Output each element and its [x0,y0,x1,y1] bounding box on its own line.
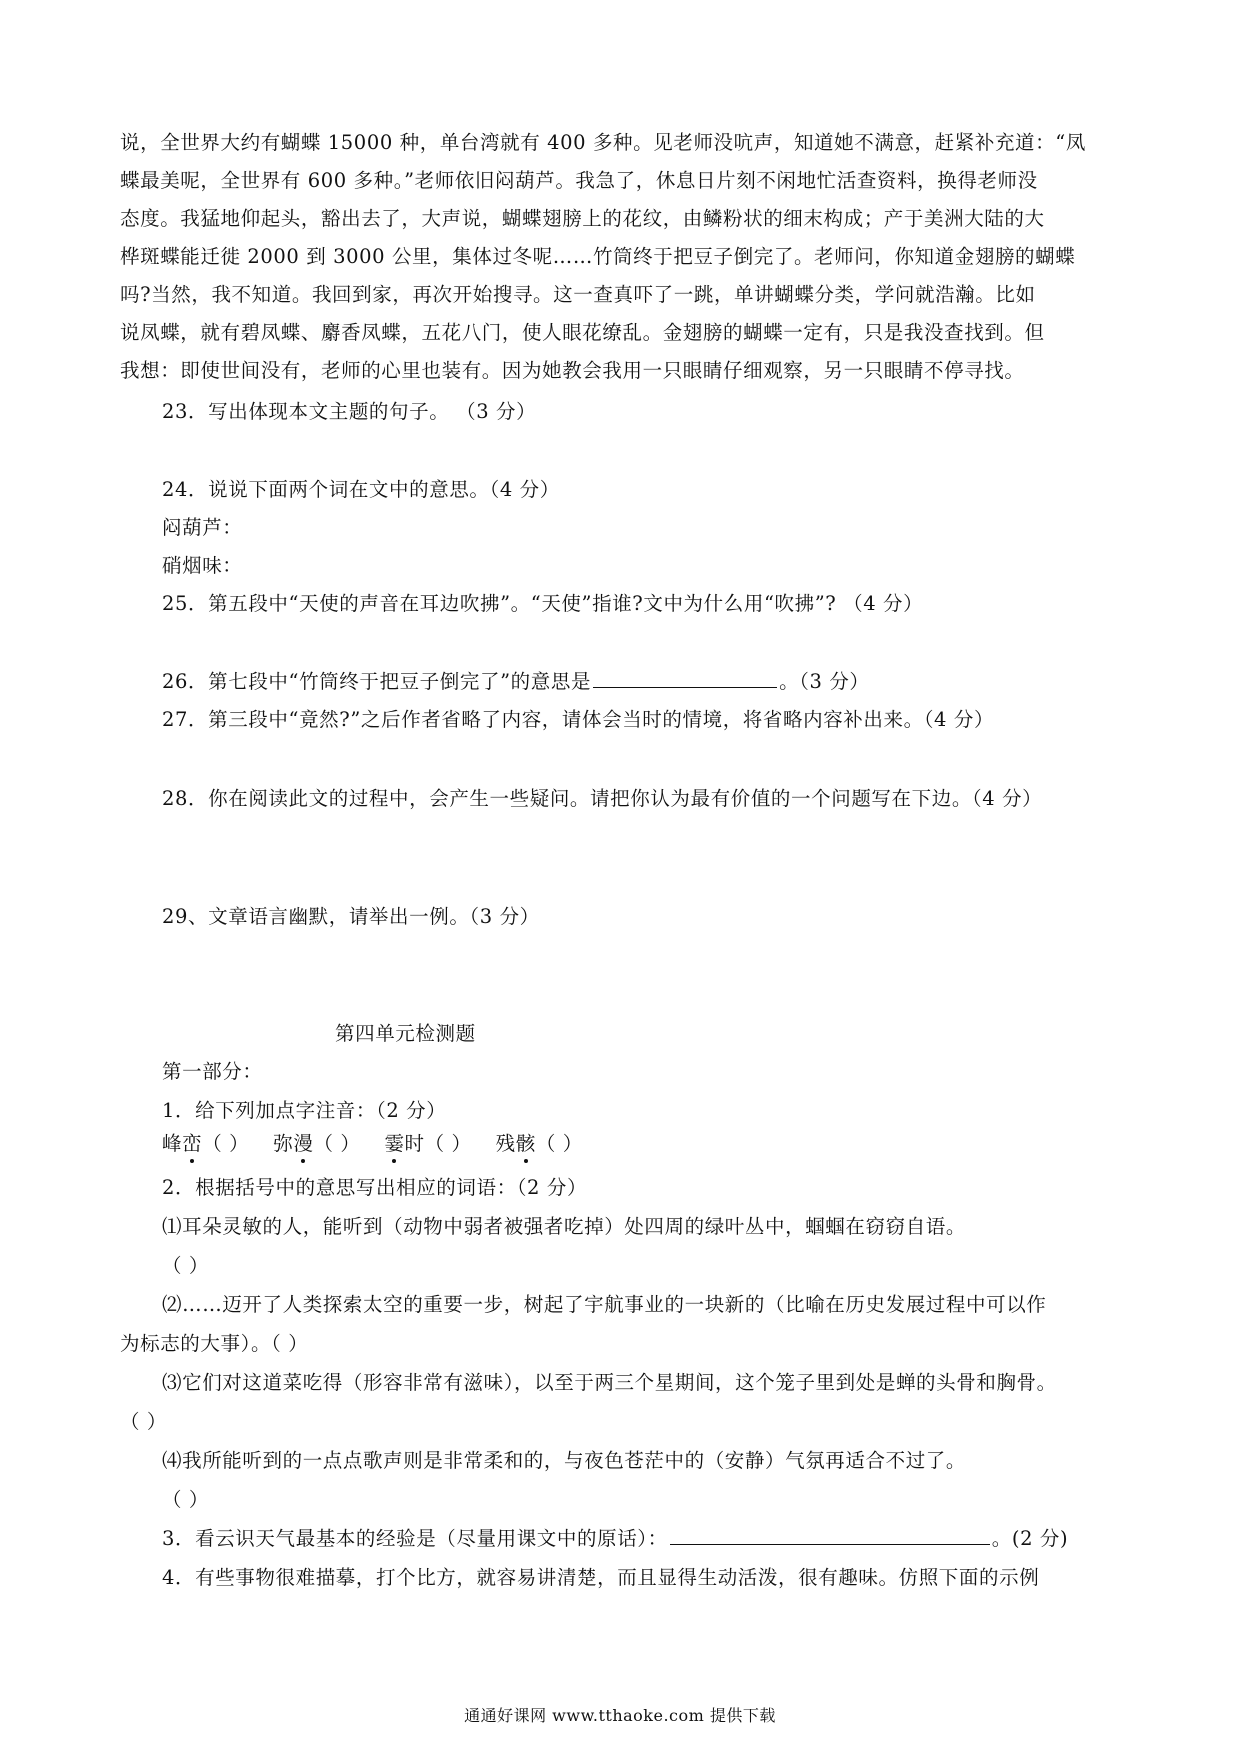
question-26 [162,669,870,695]
question-25: 25．第五段中“天使的声音在耳边吹拂”。“天使”指谁?文中为什么用“吹拂”? （4 分） [162,592,924,615]
pinyin-item-3 [384,1132,471,1155]
question-29: 29、文章语言幽默，请举出一例。（3 分） [162,905,540,928]
answer-paren[interactable]: （ ） [202,1132,250,1155]
question-27: 27．第三段中“竟然?”之后作者省略了内容，请体会当时的情境，将省略内容补出来。（4 分） [162,708,995,731]
unit-question-2-4: ⑷我所能听到的一点点歌声则是非常柔和的，与夜色苍茫中的（安静）气氛再适合不过了。 [162,1449,967,1472]
passage-line-5: 吗?当然，我不知道。我回到家，再次开始搜寻。这一查真吓了一跳，单讲蝴蝶分类，学问就浩瀚。比如 [120,283,1036,306]
item-text: 弥 [273,1132,294,1155]
unit-question-2-2-cont: 为标志的大事）。（ ） [120,1332,309,1355]
item-text: 峰 [162,1132,183,1155]
unit-question-4: 4．有些事物很难描摹，打个比方，就容易讲清楚，而且显得生动活泼，很有趣味。仿照下面的示例 [162,1566,1040,1589]
question-23: 23．写出体现本文主题的句子。 （3 分） [162,400,537,423]
question-24-word-1: 闷葫芦： [162,516,243,539]
answer-blank[interactable] [670,1526,990,1545]
passage-line-2: 蝶最美呢，全世界有 600 多种。”老师依旧闷葫芦。我急了，休息日片刻不闲地忙活查资料，换得老师没 [120,169,1038,192]
unit-question-3-text: 3．看云识天气最基本的经验是（尽量用课文中的原话）： [162,1527,668,1550]
page-footer: 通通好课网 www.tthaoke.com 提供下载 [464,1706,776,1725]
unit-question-2-3: ⑶它们对这道菜吃得（形容非常有滋味），以至于两三个星期间，这个笼子里到处是蝉的头骨和胸骨。 [162,1371,1057,1394]
passage-line-4: 桦斑蝶能迁徙 2000 到 3000 公里，集体过冬呢……竹筒终于把豆子倒完了。老师问，你知道金翅膀的蝴蝶 [120,245,1076,268]
pinyin-item-2 [273,1132,360,1155]
unit-question-3-score: 。(2 分) [991,1527,1069,1550]
dotted-char: 霎 [384,1132,405,1155]
pinyin-items [162,1131,583,1157]
passage-line-1: 说，全世界大约有蝴蝶 15000 种，单台湾就有 400 多种。见老师没吭声，知道她不满意，赶紧补充道：“凤 [120,131,1086,154]
dotted-char: 骸 [515,1132,536,1155]
unit-question-2: 2．根据括号中的意思写出相应的词语：（2 分） [162,1176,588,1199]
unit-question-2-1: ⑴耳朵灵敏的人，能听到（动物中弱者被强者吃掉）处四周的绿叶丛中，蝈蝈在窃窃自语。 [162,1215,967,1238]
unit-question-2-3-blank[interactable]: （ ） [120,1410,167,1433]
question-26-text: 26．第七段中“竹筒终于把豆子倒完了”的意思是 [162,670,592,693]
question-24-word-2: 硝烟味： [162,554,243,577]
unit-question-2-4-blank[interactable]: （ ） [162,1488,209,1511]
answer-paren[interactable]: （ ） [313,1132,361,1155]
pinyin-item-4 [496,1132,583,1155]
item-text: 残 [495,1132,516,1155]
question-26-score: 。（3 分） [779,670,870,693]
answer-paren[interactable]: 时（ ） [404,1132,472,1155]
part-heading: 第一部分： [162,1060,263,1083]
question-28: 28．你在阅读此文的过程中，会产生一些疑问。请把你认为最有价值的一个问题写在下边。（4 分） [162,787,1043,810]
passage-line-6: 说凤蝶，就有碧凤蝶、麝香凤蝶，五花八门，使人眼花缭乱。金翅膀的蝴蝶一定有，只是我没查找到。但 [120,321,1045,344]
passage-line-3: 态度。我猛地仰起头，豁出去了，大声说，蝴蝶翅膀上的花纹，由鳞粉状的细末构成；产于美洲大陆的大 [120,207,1045,230]
pinyin-item-1 [162,1132,249,1155]
dotted-char: 漫 [293,1132,314,1155]
passage-line-7: 我想：即使世间没有，老师的心里也装有。因为她教会我用一只眼睛仔细观察，另一只眼睛不停寻找。 [120,359,1025,382]
answer-blank[interactable] [593,669,777,688]
dotted-char: 峦 [182,1132,203,1155]
unit-question-3 [162,1526,1068,1552]
unit-question-2-1-blank[interactable]: （ ） [162,1254,209,1277]
question-24: 24．说说下面两个词在文中的意思。（4 分） [162,478,560,501]
unit-title: 第四单元检测题 [335,1022,476,1045]
unit-question-1: 1．给下列加点字注音：（2 分） [162,1099,447,1122]
unit-question-2-2: ⑵……迈开了人类探索太空的重要一步，树起了宇航事业的一块新的（比喻在历史发展过程中可以作 [162,1293,1047,1316]
answer-paren[interactable]: （ ） [535,1132,583,1155]
